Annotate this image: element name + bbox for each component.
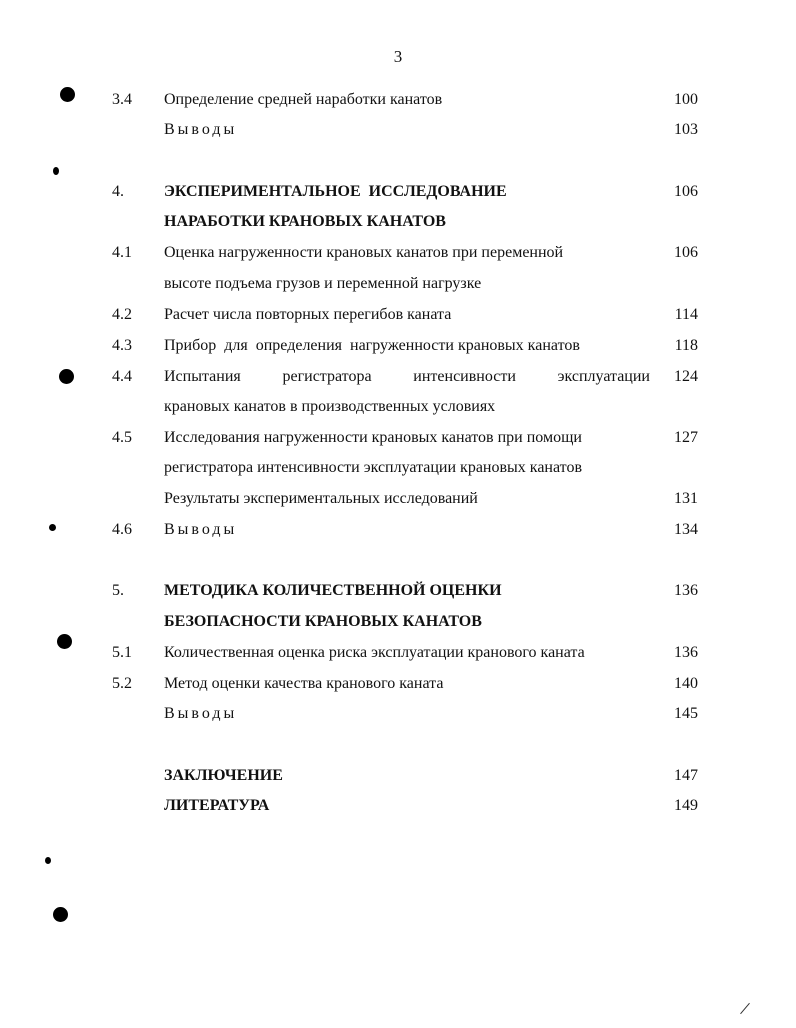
section-page: 106 [674,183,698,200]
section-title: Выводы [164,521,238,538]
toc-entry-4-6 [0,518,796,542]
section-title: высоте подъема грузов и переменной нагрузке [164,275,482,292]
section-title: НАРАБОТКИ КРАНОВЫХ КАНАТОВ [164,213,446,230]
section-title: ЗАКЛЮЧЕНИЕ [164,767,283,784]
toc-entry-results [0,487,796,511]
section-page: 103 [674,121,698,138]
section-title: БЕЗОПАСНОСТИ КРАНОВЫХ КАНАТОВ [164,613,482,630]
section-title: Определение средней наработки канатов [164,91,443,108]
toc-entry-4-1 [0,241,796,265]
section-page: 114 [674,306,698,323]
binder-hole-fragment [53,167,59,175]
toc-entry-conclusion [0,764,796,788]
section-number: 4.1 [112,244,132,261]
section-title: Прибор для определения нагруженности крановых канатов [164,337,580,354]
toc-entry-5-2 [0,672,796,696]
toc-entry-4-2 [0,303,796,327]
toc-entry-4-4-cont [0,395,796,419]
section-page: 147 [674,767,698,784]
toc-entry-chapter-5-cont [0,610,796,634]
toc-entry-chapter-4 [0,180,796,204]
toc-entry-4-4 [0,365,796,389]
section-number: 4.2 [112,306,132,323]
section-title: Исследования нагруженности крановых канатов при помощи [164,429,582,446]
section-title: крановых канатов в производственных условиях [164,398,496,415]
toc-entry-4-3 [0,334,796,358]
section-page: 136 [674,644,698,661]
binder-hole [57,634,72,649]
section-number: 3.4 [112,91,132,108]
section-page: 131 [674,490,698,507]
section-number: 5.2 [112,675,132,692]
binder-hole-fragment [49,524,56,531]
section-title: Расчет числа повторных перегибов каната [164,306,452,323]
page-number: 3 [393,47,403,66]
section-title: регистратора интенсивности эксплуатации крановых канатов [164,459,583,476]
pen-mark [740,1003,750,1014]
section-title: Оценка нагруженности крановых канатов при переменной [164,244,564,261]
section-number: 5. [112,582,124,599]
toc-entry-4-5-cont [0,456,796,480]
toc-entry-literature [0,794,796,818]
toc-entry-conclusions-5 [0,702,796,726]
section-title: Испытания регистратора интенсивности эксплуатации [164,368,650,385]
section-page: 140 [674,675,698,692]
section-title: Выводы [164,121,238,138]
section-title: Результаты экспериментальных исследований [164,490,478,507]
section-number: 4.6 [112,521,132,538]
section-page: 127 [674,429,698,446]
section-page: 118 [674,337,698,354]
section-number: 5.1 [112,644,132,661]
toc-entry-3-4 [0,88,796,112]
binder-hole [59,369,74,384]
binder-hole [53,907,68,922]
section-number: 4. [112,183,124,200]
toc-entry-4-5 [0,426,796,450]
toc-entry-conclusions-3 [0,118,796,142]
section-title: Выводы [164,705,238,722]
toc-entry-chapter-4-cont [0,210,796,234]
section-page: 145 [674,705,698,722]
section-title: МЕТОДИКА КОЛИЧЕСТВЕННОЙ ОЦЕНКИ [164,582,502,599]
binder-hole-fragment [45,857,51,864]
section-title: ЭКСПЕРИМЕНТАЛЬНОЕ ИССЛЕДОВАНИЕ [164,183,507,200]
section-page: 106 [674,244,698,261]
section-page: 149 [674,797,698,814]
section-title: ЛИТЕРАТУРА [164,797,270,814]
section-page: 124 [674,368,698,385]
toc-entry-5-1 [0,641,796,665]
binder-hole [60,87,75,102]
section-number: 4.3 [112,337,132,354]
section-page: 134 [674,521,698,538]
section-number: 4.4 [112,368,132,385]
toc-entry-4-1-cont [0,272,796,296]
section-title: Метод оценки качества кранового каната [164,675,444,692]
section-number: 4.5 [112,429,132,446]
section-page: 100 [674,91,698,108]
toc-entry-chapter-5 [0,579,796,603]
section-title: Количественная оценка риска эксплуатации кранового каната [164,644,585,661]
section-page: 136 [674,582,698,599]
